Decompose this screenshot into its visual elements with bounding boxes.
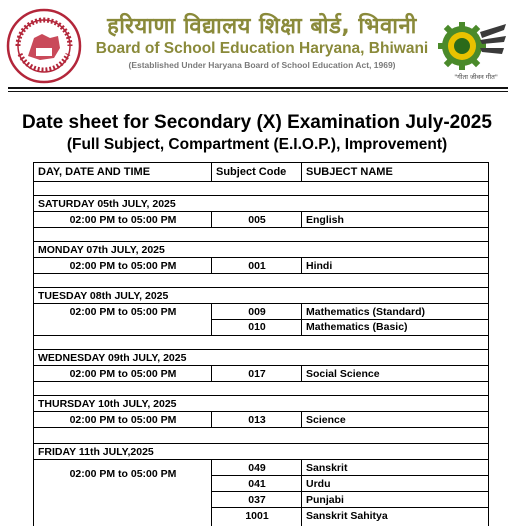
exam-time: 02:00 PM to 05:00 PM — [69, 306, 177, 318]
spacer-row — [34, 336, 488, 350]
subject-name: English — [306, 214, 344, 226]
day-date-label: WEDNESDAY 09th JULY, 2025 — [38, 352, 187, 364]
subject-code: 013 — [248, 414, 266, 426]
day-row — [34, 242, 488, 258]
spacer-row — [34, 382, 488, 396]
exam-time: 02:00 PM to 05:00 PM — [69, 414, 177, 426]
day-row — [34, 350, 488, 366]
day-date-label: FRIDAY 11th JULY,2025 — [38, 446, 154, 458]
subject-code: 017 — [248, 368, 266, 380]
header-subject-code: Subject Code — [212, 163, 302, 181]
day-row — [34, 444, 488, 460]
day-date-label: SATURDAY 05th JULY, 2025 — [38, 198, 176, 210]
spacer-row — [34, 428, 488, 444]
subject-code: 001 — [248, 260, 266, 272]
day-date-label: THURSDAY 10th JULY, 2025 — [38, 398, 177, 410]
spacer-row — [34, 182, 488, 196]
spacer-row — [34, 228, 488, 242]
subject-code: 010 — [248, 321, 266, 333]
subject-name: Mathematics (Basic) — [306, 321, 408, 333]
subject-code: 041 — [248, 478, 266, 490]
day-row — [34, 288, 488, 304]
subject-code: 1001 — [245, 510, 269, 522]
subject-code: 009 — [248, 306, 266, 318]
subject-code: 005 — [248, 214, 266, 226]
exam-time: 02:00 PM to 05:00 PM — [69, 214, 177, 226]
row-divider — [212, 491, 488, 492]
table-row — [34, 366, 488, 382]
table-row — [34, 212, 488, 228]
subject-name: Sanskrit Sahitya — [306, 510, 388, 522]
exam-time: 02:00 PM to 05:00 PM — [69, 260, 177, 272]
table-row — [34, 460, 488, 526]
established-note: (Established Under Haryana Board of School Education Act, 1969) — [128, 60, 396, 70]
day-row — [34, 396, 488, 412]
exam-time: 02:00 PM to 05:00 PM — [69, 468, 177, 480]
board-seal-emblem-icon — [6, 8, 82, 84]
subject-name: Science — [306, 414, 346, 426]
subject-name: Social Science — [306, 368, 380, 380]
day-row — [34, 196, 488, 212]
day-date-label: MONDAY 07th JULY, 2025 — [38, 244, 165, 256]
subject-name: Mathematics (Standard) — [306, 306, 426, 318]
page-subtitle: (Full Subject, Compartment (E.I.O.P.), Improvement) — [66, 136, 448, 153]
table-header-row — [34, 163, 488, 182]
page-title: Date sheet for Secondary (X) Examination July-2025 — [22, 112, 492, 133]
row-divider — [212, 475, 488, 476]
table-row — [34, 258, 488, 274]
board-title-hindi: हरियाणा विद्यालय शिक्षा बोर्ड, भिवानी — [107, 14, 417, 39]
subject-name: Urdu — [306, 478, 331, 490]
table-row — [34, 412, 488, 428]
date-sheet-table — [33, 162, 489, 526]
board-title-english: Board of School Education Haryana, Bhiwani — [95, 40, 429, 57]
motto-text: "गीता जीवन गीत" — [454, 73, 498, 81]
letterhead — [0, 0, 514, 95]
subject-name: Sanskrit — [306, 462, 348, 474]
subject-code: 049 — [248, 462, 266, 474]
header-day-date-time: DAY, DATE AND TIME — [34, 163, 212, 181]
day-date-label: TUESDAY 08th JULY, 2025 — [38, 290, 169, 302]
row-divider — [212, 319, 488, 320]
table-row — [34, 304, 488, 336]
header-divider — [8, 87, 508, 89]
exam-time: 02:00 PM to 05:00 PM — [69, 368, 177, 380]
header-subject-name: SUBJECT NAME — [306, 166, 393, 178]
subject-name: Punjabi — [306, 494, 344, 506]
subject-code: 037 — [248, 494, 266, 506]
subject-name: Hindi — [306, 260, 333, 272]
row-divider — [212, 507, 488, 508]
header-divider-thin — [8, 91, 508, 92]
spacer-row — [34, 274, 488, 288]
